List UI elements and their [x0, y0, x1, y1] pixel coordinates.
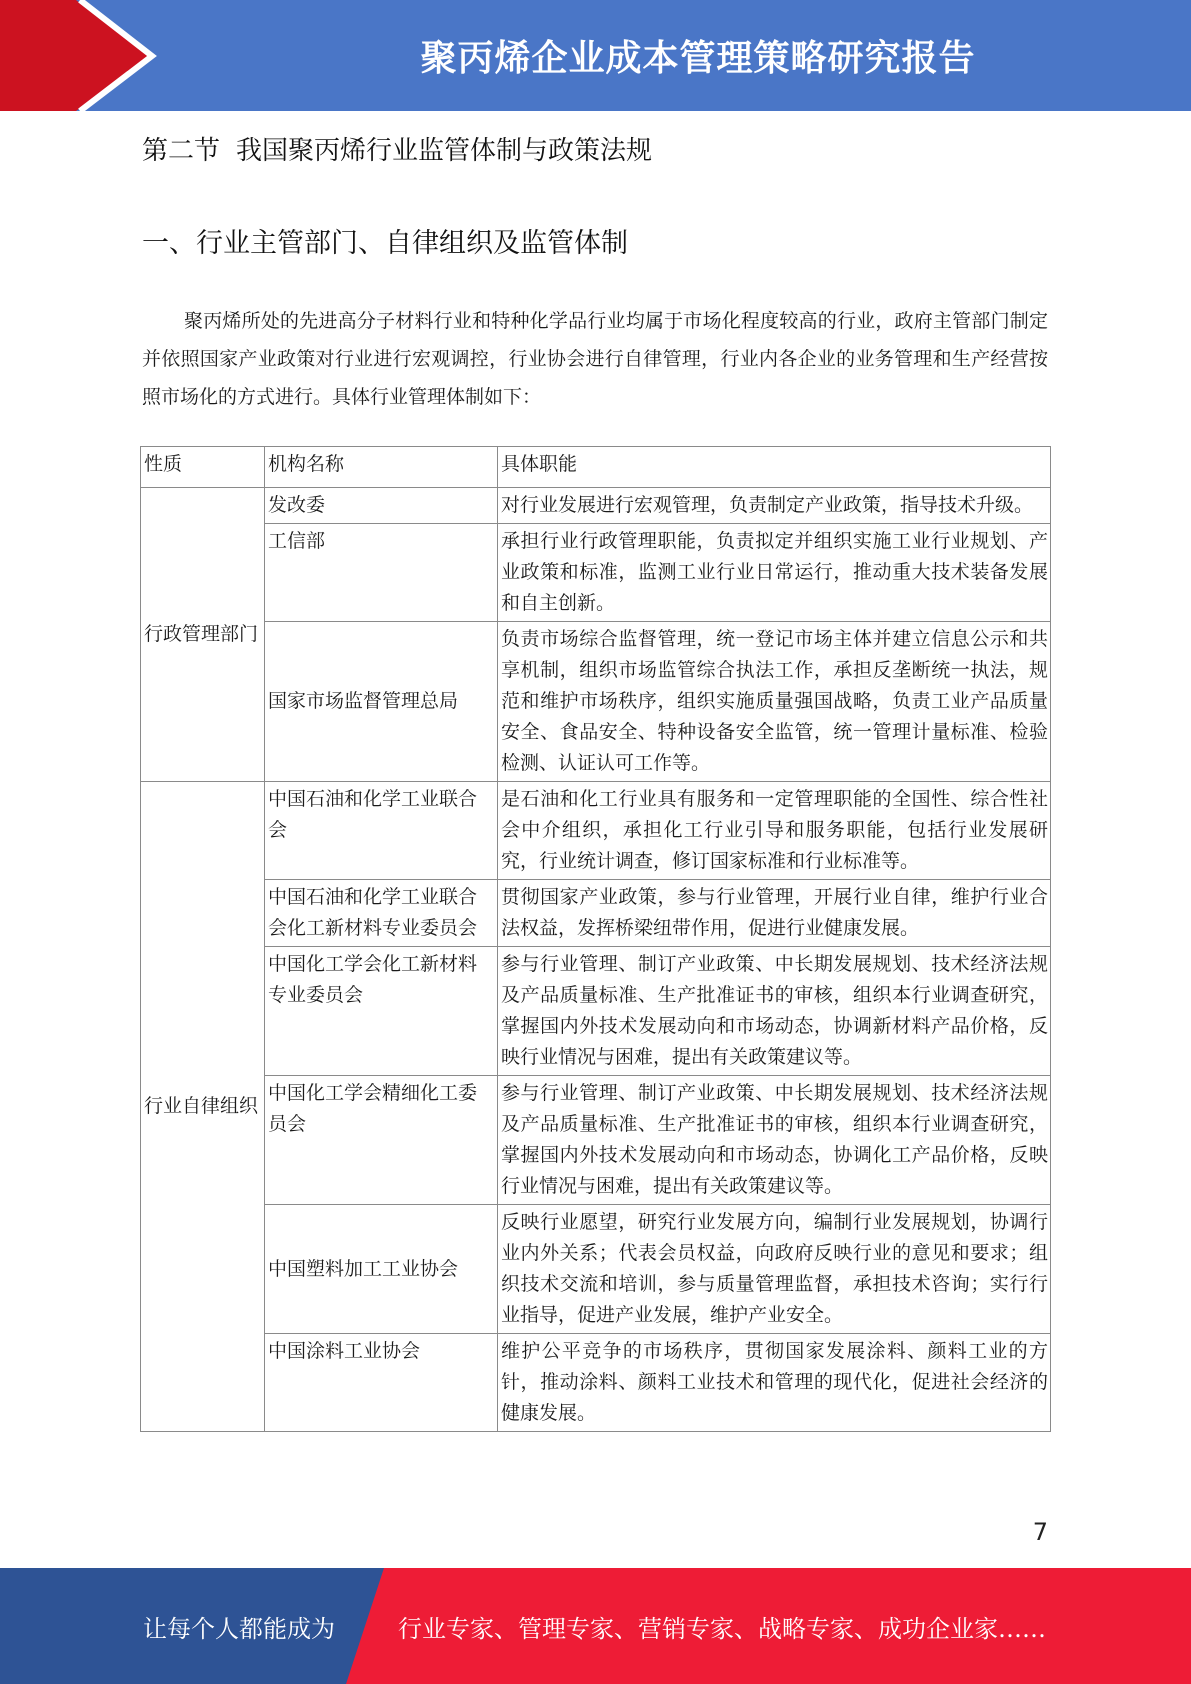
section-heading: [142, 130, 652, 167]
func-cell: 是石油和化工行业具有服务和一定管理职能的全国性、综合性社会中介组织，承担化工行业引导和服务职能，包括行业发展研究，行业统计调查，修订国家标准和行业标准等。: [498, 782, 1051, 880]
header-org: 机构名称: [265, 447, 498, 488]
intro-paragraph: 聚丙烯所处的先进高分子材料行业和特种化学品行业均属于市场化程度较高的行业，政府主管部门制定并依照国家产业政策对行业进行宏观调控，行业协会进行自律管理，行业内各企业的业务管理和生产经营按照市场化的方式进行。具体行业管理体制如下：: [142, 310, 1048, 408]
func-cell: 对行业发展进行宏观管理，负责制定产业政策，指导技术升级。: [498, 488, 1051, 524]
section-title: 我国聚丙烯行业监管体制与政策法规: [236, 136, 653, 166]
table-row: [141, 947, 1051, 1076]
header-func: 具体职能: [498, 447, 1051, 488]
header-nature: 性质: [141, 447, 265, 488]
org-cell: 国家市场监督管理总局: [265, 622, 498, 782]
func-cell: 贯彻国家产业政策，参与行业管理，开展行业自律，维护行业合法权益，发挥桥梁纽带作用，促进行业健康发展。: [498, 880, 1051, 947]
func-cell: 反映行业愿望，研究行业发展方向，编制行业发展规划，协调行业内外关系；代表会员权益，向政府反映行业的意见和要求；组织技术交流和培训，参与质量管理监督，承担技术咨询；实行行业指导，促进产业发展，维护产业安全。: [498, 1205, 1051, 1334]
red-chevron-arrow-icon: [0, 0, 150, 111]
org-cell: 中国化工学会精细化工委员会: [265, 1076, 498, 1205]
org-cell: 中国石油和化学工业联合会: [265, 782, 498, 880]
func-cell: 承担行业行政管理职能，负责拟定并组织实施工业行业规划、产业政策和标准，监测工业行业日常运行，推动重大技术装备发展和自主创新。: [498, 524, 1051, 622]
func-cell: 负责市场综合监督管理，统一登记市场主体并建立信息公示和共享机制，组织市场监管综合执法工作，承担反垄断统一执法，规范和维护市场秩序，组织实施质量强国战略，负责工业产品质量安全、食品安全、特种设备安全监管，统一管理计量标准、检验检测、认证认可工作等。: [498, 622, 1051, 782]
table-row: [141, 880, 1051, 947]
section-number: 第二节: [142, 136, 221, 166]
footer-slogan-left: 让每个人都能成为: [143, 1614, 335, 1643]
func-cell: 参与行业管理、制订产业政策、中长期发展规划、技术经济法规及产品质量标准、生产批准证书的审核，组织本行业调查研究，掌握国内外技术发展动向和市场动态，协调化工产品价格，反映行业情况与困难，提出有关政策建议等。: [498, 1076, 1051, 1205]
org-cell: 中国化工学会化工新材料专业委员会: [265, 947, 498, 1076]
header-banner: [0, 0, 1191, 111]
footer-slogan-right: 行业专家、管理专家、营销专家、战略专家、成功企业家……: [398, 1614, 1046, 1643]
nature-cell-selfreg: 行业自律组织: [141, 782, 265, 1432]
table-row: [141, 1334, 1051, 1432]
func-cell: 参与行业管理、制订产业政策、中长期发展规划、技术经济法规及产品质量标准、生产批准证书的审核，组织本行业调查研究，掌握国内外技术发展动向和市场动态，协调新材料产品价格，反映行业情况与困难，提出有关政策建议等。: [498, 947, 1051, 1076]
table-row: [141, 622, 1051, 782]
org-cell: 发改委: [265, 488, 498, 524]
page-number: 7: [1032, 1518, 1048, 1546]
table-header-row: [141, 447, 1051, 488]
table-row: [141, 488, 1051, 524]
nature-cell-admin: 行政管理部门: [141, 488, 265, 782]
func-cell: 维护公平竞争的市场秩序，贯彻国家发展涂料、颜料工业的方针，推动涂料、颜料工业技术和管理的现代化，促进社会经济的健康发展。: [498, 1334, 1051, 1432]
org-cell: 中国涂料工业协会: [265, 1334, 498, 1432]
org-cell: 中国石油和化学工业联合会化工新材料专业委员会: [265, 880, 498, 947]
table-row: [141, 782, 1051, 880]
sub-heading: 一、行业主管部门、自律组织及监管体制: [142, 228, 628, 259]
report-title: 聚丙烯企业成本管理策略研究报告: [420, 38, 976, 79]
org-cell: 中国塑料加工工业协会: [265, 1205, 498, 1334]
table-row: [141, 1205, 1051, 1334]
table-row: [141, 524, 1051, 622]
regulatory-table: [140, 446, 1051, 1432]
org-cell: 工信部: [265, 524, 498, 622]
table-row: [141, 1076, 1051, 1205]
footer-banner: [0, 1568, 1191, 1684]
